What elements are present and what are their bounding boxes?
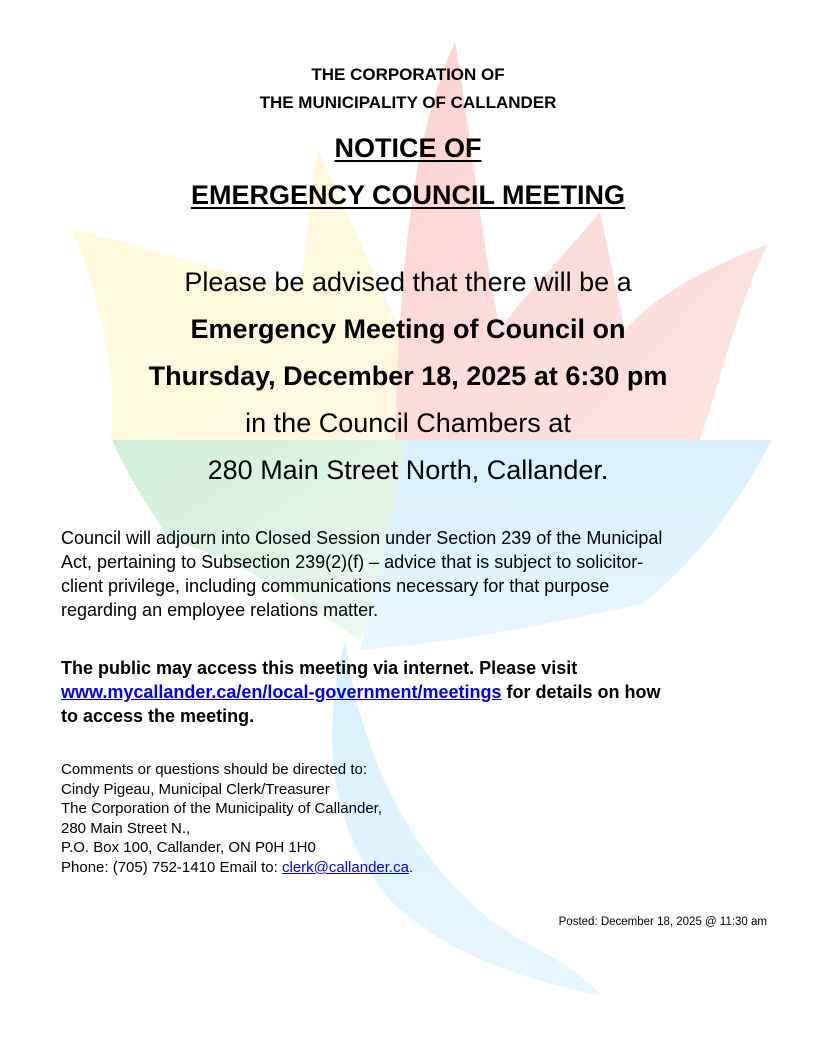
contact-po-box: P.O. Box 100, Callander, ON P0H 1H0	[61, 839, 316, 857]
contact-street: 280 Main Street N.,	[61, 819, 191, 837]
public-access-line-3: to access the meeting.	[61, 706, 255, 726]
contact-organization: The Corporation of the Municipality of Callander,	[61, 800, 383, 818]
closed-session-paragraph	[61, 526, 781, 622]
contact-name: Cindy Pigeau, Municipal Clerk/Treasurer	[61, 780, 330, 798]
meeting-address: 280 Main Street North, Callander.	[207, 455, 609, 485]
meetings-link[interactable]: www.mycallander.ca/en/local-government/meetings	[61, 682, 502, 702]
meeting-datetime: Thursday, December 18, 2025 at 6:30 pm	[148, 361, 668, 391]
contact-phone: Phone: (705) 752-1410 Email to:	[61, 858, 282, 876]
closed-session-line-4: regarding an employee relations matter.	[61, 600, 379, 620]
posted-timestamp: Posted: December 18, 2025 @ 11:30 am	[558, 916, 767, 928]
announcement-line-2: Emergency Meeting of Council on	[190, 314, 626, 344]
contact-intro: Comments or questions should be directed to:	[61, 761, 367, 778]
closed-session-line-1: Council will adjourn into Closed Session under Section 239 of the Municipal	[61, 528, 663, 548]
email-link[interactable]: clerk@callander.ca	[281, 858, 409, 876]
contact-phone-email	[61, 858, 581, 878]
public-access-line-2	[61, 680, 781, 704]
notice-title-line-2: EMERGENCY COUNCIL MEETING	[190, 180, 626, 210]
announcement-line-4: in the Council Chambers at	[245, 408, 571, 438]
notice-title-line-1: NOTICE OF	[334, 133, 482, 163]
public-access-paragraph	[61, 656, 781, 728]
email-suffix: .	[408, 858, 414, 876]
closed-session-line-3: client privilege, including communications necessary for that purpose	[61, 576, 610, 596]
public-access-line-2-suffix: for details on how	[501, 682, 661, 702]
closed-session-line-2: Act, pertaining to Subsection 239(2)(f) – advice that is subject to solicitor-	[61, 552, 644, 572]
corporation-line-2: THE MUNICIPALITY OF CALLANDER	[259, 93, 557, 112]
announcement-line-1: Please be advised that there will be a	[184, 267, 632, 297]
corporation-line-1: THE CORPORATION OF	[311, 65, 505, 84]
contact-block	[61, 760, 581, 878]
public-access-line-1: The public may access this meeting via internet. Please visit	[61, 658, 578, 678]
